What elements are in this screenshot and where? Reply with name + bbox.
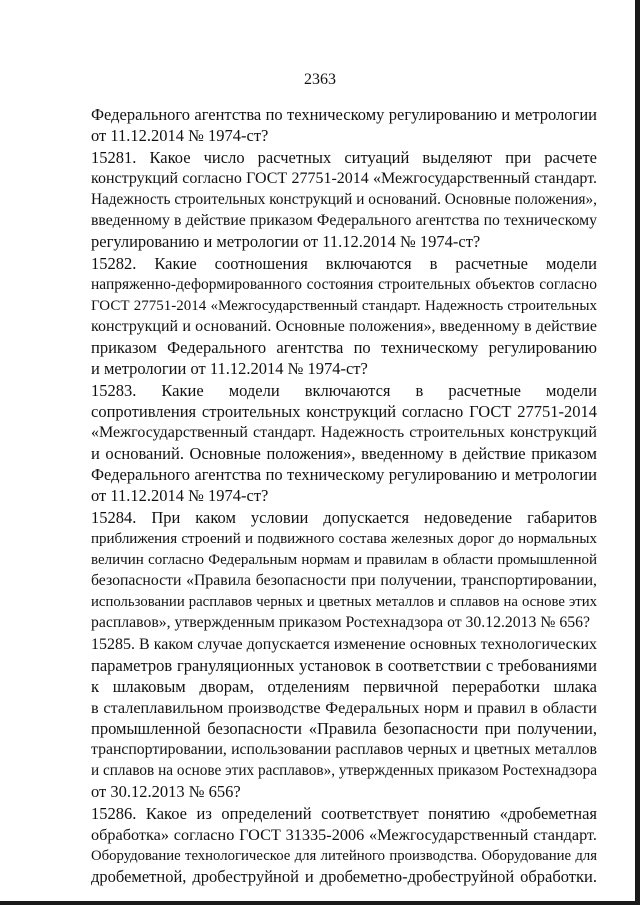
scan-edge-bottom [0, 901, 640, 905]
text-line: от 11.12.2014 № 1974-ст? [91, 486, 269, 505]
text-line: ГОСТ 27751-2014 «Межгосударственный стандарт. Надежность строительных [91, 298, 597, 314]
text-line: и сплавов на основе этих расплавов», утвержденных приказом Ростехнадзора [91, 762, 597, 779]
text-line: напряженно-деформированного состояния строительных объектов согласно [91, 276, 597, 293]
text-line: использовании расплавов черных и цветных металлов и сплавов на основе этих [91, 594, 597, 610]
text-line: транспортировании, использовании расплавов черных и цветных металлов [91, 741, 597, 758]
text-line: Федерального агентства по техническому регулированию и метрологии [91, 105, 597, 124]
text-line: «Межгосударственный стандарт. Надежность строительных конструкций [91, 424, 597, 441]
text-line: конструкций и оснований. Основные положения», введенному в действие [91, 318, 597, 335]
text-line: и оснований. Основные положения», введенному в действие приказом [91, 444, 597, 463]
text-line: 15285. В каком случае допускается изменение основных технологических [91, 636, 597, 653]
text-line: промышленной безопасности «Правила безопасности при получении, [91, 719, 597, 738]
text-line: к шлаковым дворам, отделениям первичной переработки шлака [91, 677, 597, 696]
text-line: от 30.12.2013 № 656? [91, 782, 241, 801]
text-line: конструкций согласно ГОСТ 27751-2014 «Межгосударственный стандарт. [91, 170, 597, 187]
text-line: величин согласно Федеральным нормам и правилам в области промышленной [91, 552, 597, 568]
text-line: 15284. При каком условии допускается недоведение габаритов [91, 508, 597, 527]
text-line: сопротивления строительных конструкций согласно ГОСТ 27751-2014 [91, 402, 597, 421]
text-line: 15286. Какое из определений соответствует понятию «дробеметная [91, 804, 597, 823]
text-line: 15281. Какое число расчетных ситуаций выделяют при расчете [91, 148, 597, 167]
text-line: 15283. Какие модели включаются в расчетные модели [91, 381, 597, 400]
scan-edge-right [635, 0, 640, 905]
text-line: Надежность строительных конструкций и оснований. Основные положения», [91, 191, 597, 208]
text-line: и метрологии от 11.12.2014 № 1974-ст? [91, 359, 368, 378]
text-line: 15282. Какие соотношения включаются в расчетные модели [91, 254, 597, 273]
text-line: дробеметной, дробеструйной и дробеметно-дробеструйной обработки. [91, 867, 597, 886]
text-line: в сталеплавильном производстве Федеральных норм и правил в области [91, 699, 597, 717]
text-line: приближения строений и подвижного состава железных дорог до нормальных [91, 531, 597, 547]
text-line: приказом Федерального агентства по техническому регулированию [91, 338, 597, 357]
text-line: расплавов», утвержденным приказом Ростехнадзора от 30.12.2013 № 656? [91, 614, 590, 631]
text-line: параметров грануляционных установок в соответствии с требованиями [91, 656, 597, 675]
text-line: регулированию и метрологии от 11.12.2014 № 1974-ст? [91, 232, 481, 251]
text-line: Оборудование технологическое для литейного производства. Оборудование для [91, 848, 597, 864]
text-line: безопасности «Правила безопасности при получении, транспортировании, [91, 572, 597, 589]
text-line: обработка» согласно ГОСТ 31335-2006 «Межгосударственный стандарт. [91, 826, 597, 844]
page-number: 2363 [304, 71, 336, 88]
text-line: от 11.12.2014 № 1974-ст? [91, 126, 269, 145]
text-line: Федерального агентства по техническому регулированию и метрологии [91, 465, 597, 484]
text-line: введенному в действие приказом Федерального агентства по техническому [91, 212, 597, 229]
